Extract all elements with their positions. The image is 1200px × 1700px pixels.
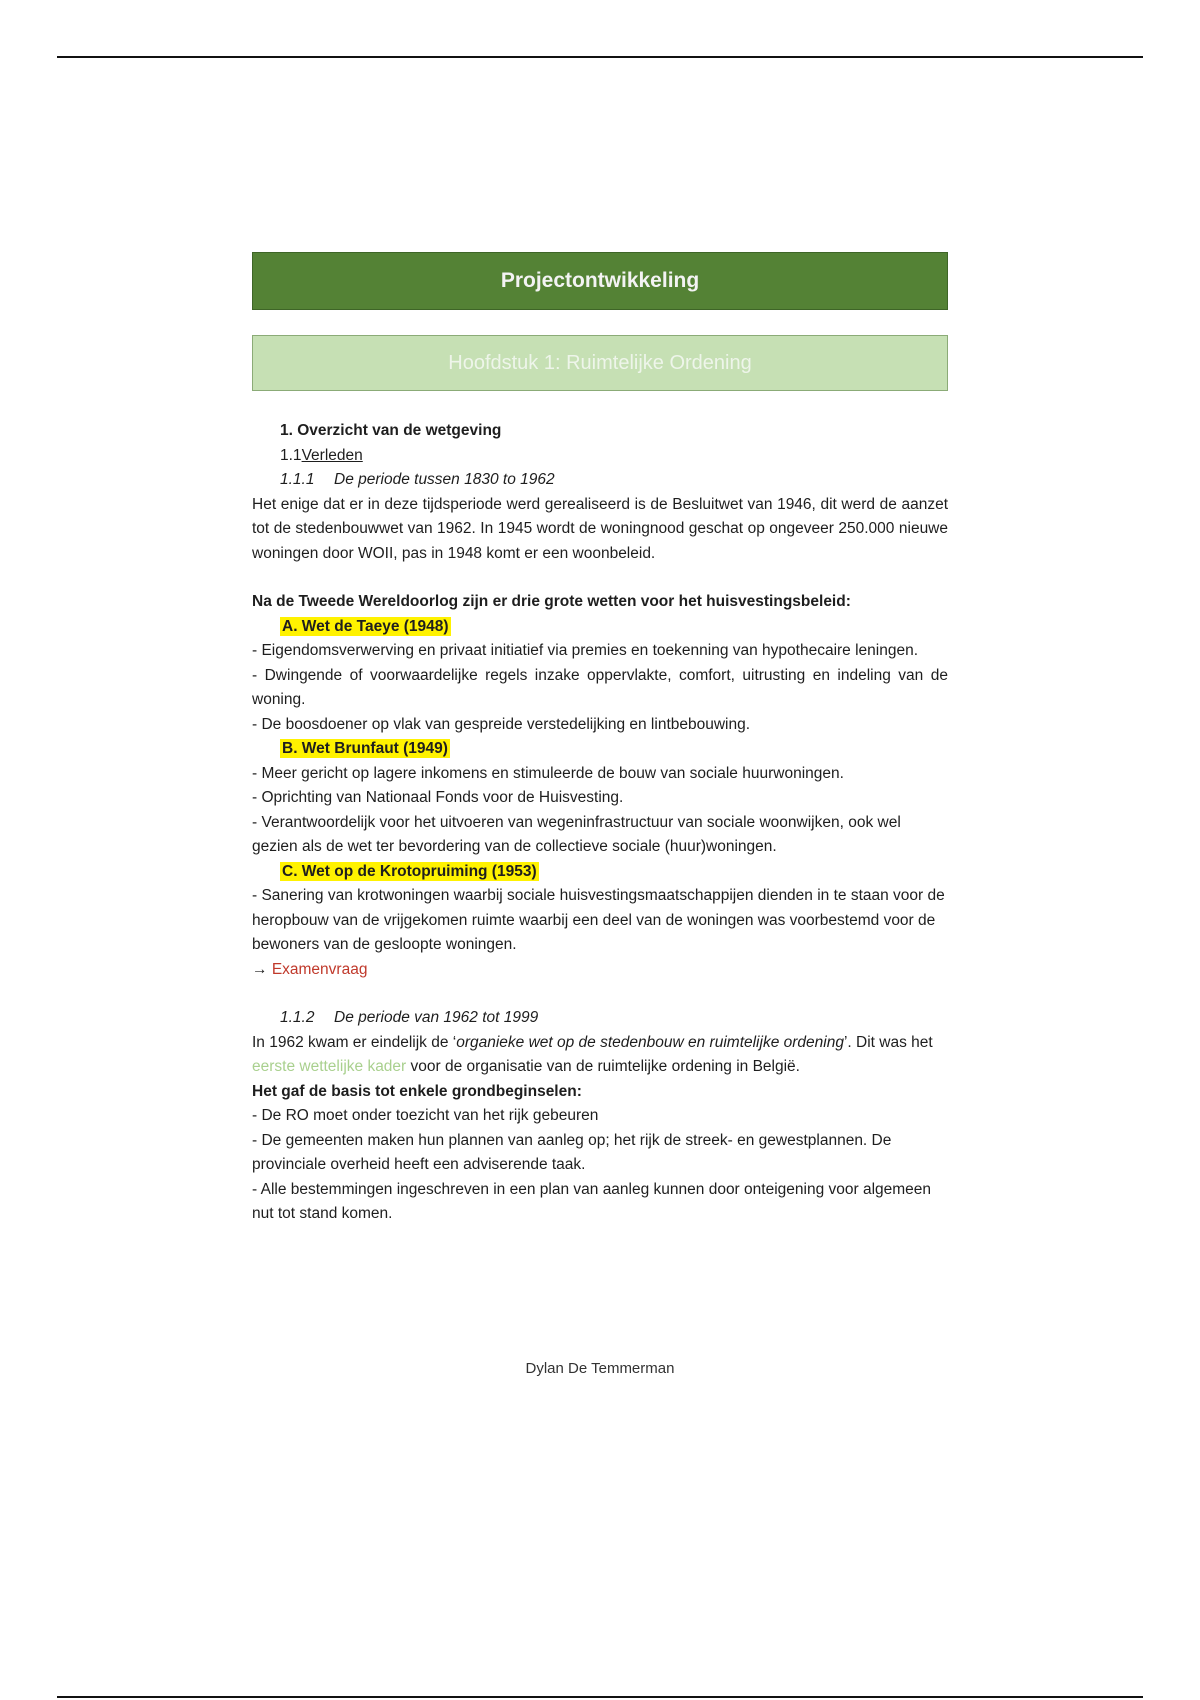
- paragraph-1962: [252, 1031, 948, 1080]
- heading-1-1: [252, 444, 948, 469]
- principle-3: - Alle bestemmingen ingeschreven in een plan van aanleg kunnen door onteigening voor algemeen nut tot stand komen.: [252, 1180, 932, 1222]
- law-a-label: A. Wet de Taeye (1948): [282, 617, 449, 635]
- heading-1-1-1-label: De periode tussen 1830 to 1962: [334, 471, 555, 488]
- heading-1-1-number: 1.1: [280, 446, 302, 464]
- document-body: [252, 419, 948, 1227]
- law-a-item-3: - De boosdoener op vlak van gespreide verstedelijking en lintbebouwing.: [252, 715, 751, 733]
- law-name-italic: organieke wet op de stedenbouw en ruimtelijke ordening: [456, 1033, 844, 1051]
- heading-1-1-label: Verleden: [301, 446, 363, 464]
- principle-1: - De RO moet onder toezicht van het rijk gebeuren: [252, 1107, 599, 1124]
- law-b-item-3: - Verantwoordelijk voor het uitvoeren van wegeninfrastructuur van sociale woonwijken, ook wel gezien als de wet ter bevordering van de collectieve sociale (huur)woningen.: [252, 813, 901, 855]
- paragraph-intro: Het enige dat er in deze tijdsperiode werd gerealiseerd is de Besluitwet van 1946, dit werd de aanzet tot de stedenbouwwet van 1962. In 1945 wordt de woningnood geschat op ongeveer 250.000 nieuwe woningen door WOII, pas in 1948 komt er een woonbeleid.: [252, 495, 948, 562]
- heading-1-1-2-number: 1.1.2: [280, 1009, 315, 1026]
- green-phrase: eerste wettelijke kader: [252, 1058, 407, 1075]
- principles-intro: Het gaf de basis tot enkele grondbeginselen:: [252, 1082, 582, 1100]
- paragraph-laws-intro: Na de Tweede Wereldoorlog zijn er drie grote wetten voor het huisvestingsbeleid:: [252, 593, 851, 610]
- law-a-item-1: - Eigendomsverwerving en privaat initiatief via premies en toekenning van hypothecaire leningen.: [252, 642, 919, 659]
- document-title: Projectontwikkeling: [500, 269, 700, 292]
- law-b-item-1: - Meer gericht op lagere inkomens en stimuleerde de bouw van sociale huurwoningen.: [252, 764, 844, 782]
- paragraph-1962-part-2: ’. Dit was het: [843, 1033, 933, 1051]
- principle-2: - De gemeenten maken hun plannen van aanleg op; het rijk de streek- en gewestplannen. De provinciale overheid heeft een adviserende taak.: [252, 1131, 892, 1173]
- law-a-heading: [252, 615, 948, 640]
- law-b-item-2: - Oprichting van Nationaal Fonds voor de Huisvesting.: [252, 789, 624, 806]
- bottom-rule: [57, 1696, 1143, 1698]
- arrow-icon: →: [252, 960, 268, 978]
- top-rule: [57, 56, 1143, 58]
- title-banner: [252, 252, 948, 310]
- law-c-item-1: - Sanering van krotwoningen waarbij sociale huisvestingsmaatschappijen dienden in te staan voor de heropbouw van de vrijgekomen ruimte waarbij een deel van de woningen was voorbestemd voor de bewoners van de gesloopte woningen.: [252, 887, 945, 953]
- chapter-banner: [252, 335, 948, 391]
- chapter-title: Hoofdstuk 1: Ruimtelijke Ordening: [448, 351, 752, 374]
- exam-label: Examenvraag: [271, 960, 368, 978]
- law-c-heading: [252, 860, 948, 885]
- law-c-label: C. Wet op de Krotopruiming (1953): [282, 862, 537, 880]
- heading-1-1-1-number: 1.1.1: [280, 471, 315, 488]
- law-b-heading: [252, 737, 948, 762]
- heading-1-1-1: [252, 468, 948, 493]
- paragraph-1962-part-1: In 1962 kwam er eindelijk de ‘: [252, 1033, 457, 1051]
- heading-1-1-2-label: De periode van 1962 tot 1999: [334, 1009, 539, 1026]
- exam-note: [252, 958, 948, 983]
- footer-author: Dylan De Temmerman: [525, 1360, 675, 1377]
- paragraph-1962-part-3: voor de organisatie van de ruimtelijke ordening in België.: [406, 1058, 800, 1075]
- law-b-label: B. Wet Brunfaut (1949): [282, 740, 448, 757]
- document-page: [252, 252, 948, 1227]
- heading-1-1-2: [252, 1006, 948, 1031]
- law-a-item-2: - Dwingende of voorwaardelijke regels inzake oppervlakte, comfort, uitrusting en indeling van de woning.: [252, 666, 948, 708]
- heading-1: 1. Overzicht van de wetgeving: [280, 422, 502, 439]
